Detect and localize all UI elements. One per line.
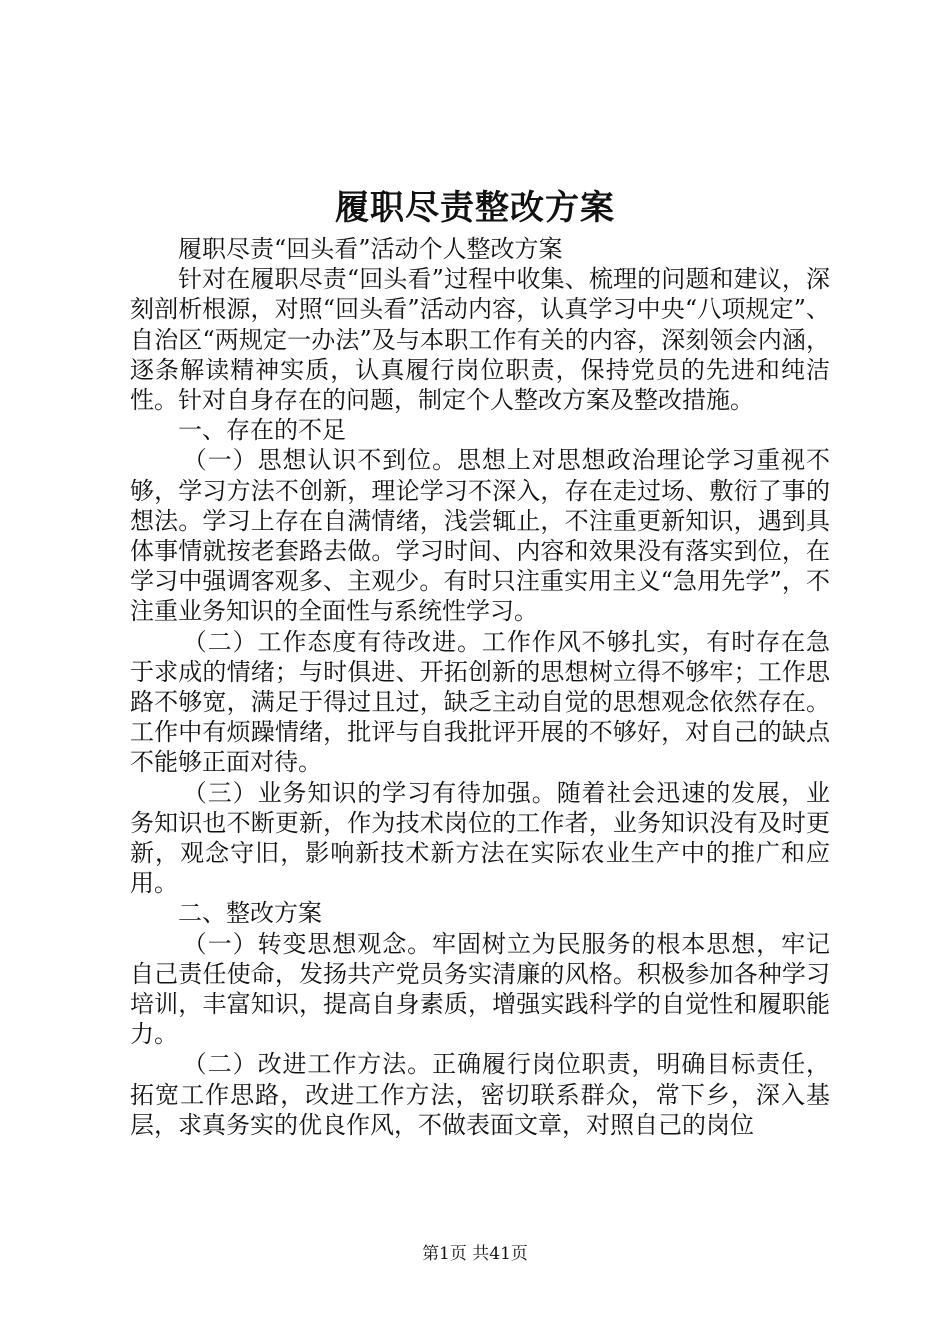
paragraph-intro: 针对在履职尽责“回头看”过程中收集、梳理的问题和建议，深刻剖析根源，对照“回头看”活动内容，认真学习中央“八项规定”、自治区“两规定一办法”及与本职工作有关的内容，深刻领会内涵，逐条解读精神实质，认真履行岗位职责，保持党员的先进和纯洁性。针对自身存在的问题，制定个人整改方案及整改措施。 [130, 265, 830, 415]
paragraph-subtitle: 履职尽责“回头看”活动个人整改方案 [178, 235, 563, 263]
paragraph-shortcoming-1: （一）思想认识不到位。思想上对思想政治理论学习重视不够，学习方法不创新，理论学习不深入，存在走过场、敷衍了事的想法。学习上存在自满情绪，浅尝辄止，不注重更新知识，遇到具体事情就按老套路去做。学习时间、内容和效果没有落实到位，在学习中强调客观多、主观少。有时只注重实用主义“急用先学”，不注重业务知识的全面性与系统性学习。 [130, 446, 830, 626]
section-heading-shortcomings: 一、存在的不足 [178, 416, 346, 445]
paragraph-rectification-1: （一）转变思想观念。牢固树立为民服务的根本思想，牢记自己责任使命，发扬共产党员务实清廉的风格。积极参加各种学习培训，丰富知识，提高自身素质，增强实践科学的自觉性和履职能力。 [130, 929, 830, 1049]
document-title: 履职尽责整改方案 [335, 188, 615, 228]
paragraph-shortcoming-2: （二）工作态度有待改进。工作作风不够扎实，有时存在急于求成的情绪；与时俱进、开拓创新的思想树立得不够牢；工作思路不够宽，满足于得过且过，缺乏主动自觉的思想观念依然存在。工作中有烦躁情绪，批评与自我批评开展的不够好，对自己的缺点不能够正面对待。 [130, 627, 830, 777]
section-heading-rectification: 二、整改方案 [178, 899, 322, 928]
paragraph-shortcoming-3: （三）业务知识的学习有待加强。随着社会迅速的发展，业务知识也不断更新，作为技术岗位的工作者，业务知识没有及时更新，观念守旧，影响新技术新方法在实际农业生产中的推广和应用。 [130, 778, 830, 898]
document-body [130, 234, 830, 1140]
paragraph-rectification-2: （二）改进工作方法。正确履行岗位职责，明确目标责任，拓宽工作思路，改进工作方法，密切联系群众，常下乡，深入基层，求真务实的优良作风，不做表面文章，对照自己的岗位 [130, 1050, 830, 1139]
page-footer: 第1页 共41页 [422, 1244, 528, 1264]
